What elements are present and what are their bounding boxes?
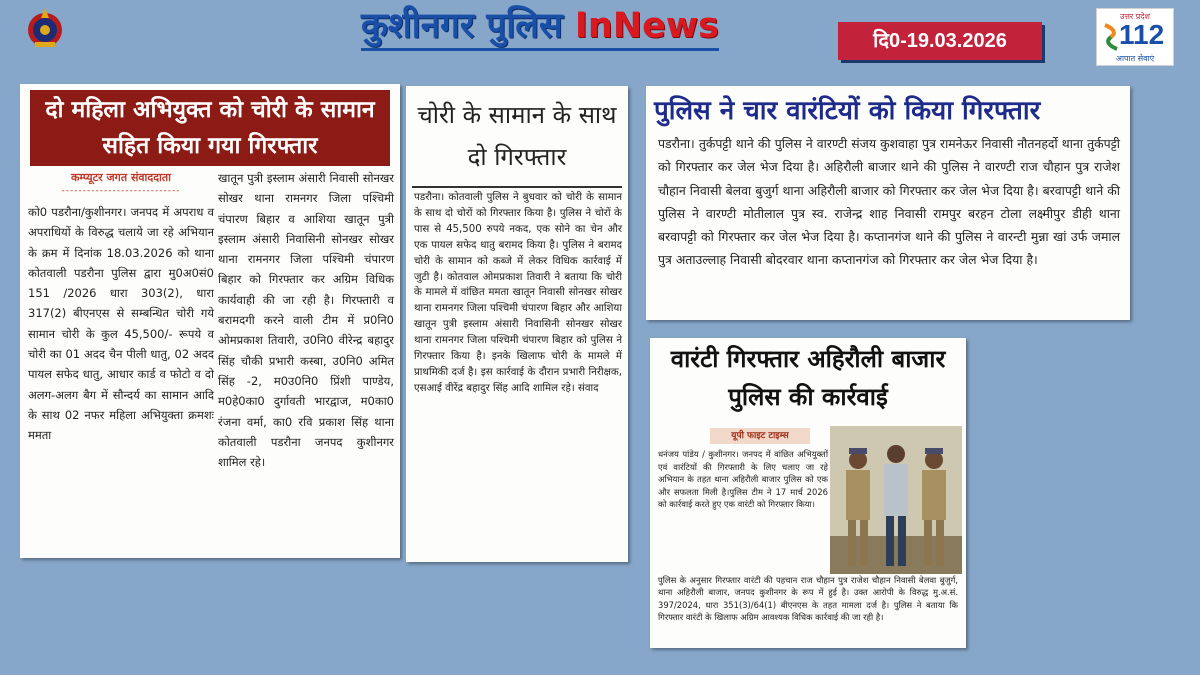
- news-clip-1: [20, 84, 400, 558]
- dial-112-logo: [1096, 8, 1174, 66]
- clip1-byline: कम्प्यूटर जगत संवाददाता: [70, 171, 172, 184]
- clip2-headline: चोरी के सामान के साथ दो गिरफ्तार: [417, 101, 617, 171]
- clip1-headline: दो महिला अभियुक्त को चोरी के सामान सहित किया गया गिरफ्तार: [30, 90, 390, 166]
- logo-112-bottom-text: आपात सेवाएं: [1115, 54, 1155, 63]
- title-innews: InNews: [574, 6, 720, 46]
- clip4-publication: यूपी फाइट टाइम्स: [710, 428, 810, 444]
- clip1-divider: ----------------------------: [61, 186, 181, 196]
- clip2-rule: [412, 186, 622, 188]
- news-clip-2: [406, 86, 628, 562]
- title-hindi: कुशीनगर पुलिस: [360, 6, 563, 46]
- news-clip-3: [646, 86, 1130, 320]
- arrest-photo: [830, 426, 962, 574]
- logo-112-top-text: उत्तर प्रदेश: [1120, 12, 1150, 21]
- clip4-headline: वारंटी गिरफ्तार अहिरौली बाजार पुलिस की कार्रवाई: [670, 345, 946, 411]
- date-badge: दि0-19.03.2026: [838, 22, 1042, 60]
- news-clip-4: [650, 338, 966, 648]
- logo-112-number: 112: [1119, 19, 1165, 50]
- clip2-body: पडरौना। कोतवाली पुलिस ने बुधवार को चोरी के सामान के साथ दो चोरों को गिरफ्तार किया है। पुलिस ने चोरों के पास से 45,500 रुपये नकद, एक सोने का चेन और एक पायल सफेद धातु बरामद किया है। पुलिस ने बरामद चोरी के सामान को कब्जे में लेकर विधिक कार्रवाई में जुटी है। कोतवाल ओमप्रकाश तिवारी ने बताया कि चोरी के मामले में वांछित ममता खातून निवासी सोनखर सोखर थाना रामनगर जिला पश्चिमी चंपारण बिहार और आशिया खातून पुत्री इस्लाम अंसारी निवासिनी सोनखर सोखर थाना रामनगर जिला पश्चिमी चंपारण बिहार को पुलिस ने गिरफ्तार किया है। इनके खिलाफ चोरी के मामले में प्राथमिकी दर्ज है। इस कार्रवाई के दौरान प्रभारी निरीक्षक, एसआई वीरेंद्र बहादुर सिंह आदि शामिल रहे। संवाद: [414, 192, 622, 394]
- clip1-column-a: को0 पडरौना/कुशीनगर। जनपद में अपराध व अपराधियों के विरुद्ध चलाये जा रहे अभियान के क्रम में दिनांक 18.03.2026 को थाना कोतवाली पडरौना पुलिस द्वारा मु0अ0सं0 151 /2026 धारा 303(2), धारा 317(2) बीएनएस से सम्बन्धित चोरी गये सामान चोरी के कुल 45,500/- रूपये व चोरी का 01 अदद चैन पीली धातु, 02 अदद पायल सफेद धातु, आधार कार्ड व फोटो व दो अलग-अलग बैग में सौन्दर्य का सामान आदि के साथ 02 नफर महिला अभियुक्ता क्रमशः ममता: [28, 205, 214, 443]
- clip4-body-top: धनंजय पांडेय / कुशीनगर। जनपद में वांछित अभियुक्तों एवं वारंटियों की गिरफ्तारी के लिए चलाए जा रहे अभियान के तहत थाना अहिरौली बाजार पुलिस को एक और सफलता मिली है।पुलिस टीम ने 17 मार्च 2026 को कार्रवाई करते हुए एक वारंटी को गिरफ्तार किया।: [658, 449, 828, 510]
- clip1-column-b: खातून पुत्री इस्लाम अंसारी निवासी सोनखर सोखर थाना रामनगर जिला पश्चिमी चंपारण बिहार व आशिया खातून पुत्री इस्लाम अंसारी निवासिनी सोनखर सोखर थाना रामनगर जिला पश्चिमी चंपारण बिहार को गिरफ्तार कर अग्रिम विधिक कार्यवाही की जा रही है। गिरफ्तारी व बरामदगी करने वाली टीम में प्र0नि0 ओमप्रकाश तिवारी, उ0नि0 वीरेन्द्र बहादुर सिंह चौकी प्रभारी कस्बा, उ0नि0 अमित सिंह -2, म0उ0नि0 प्रिंशी पाण्डेय, म0हे0का0 दुर्गावती भारद्वाज, म0का0 रंजना वर्मा, का0 रवि प्रकाश सिंह थाना कोतवाली पडरौना जनपद कुशीनगर शामिल रहे।: [218, 171, 394, 470]
- clip3-body: पडरौना। तुर्कपट्टी थाने की पुलिस ने वारण्टी संजय कुशवाहा पुत्र रामनेऊर निवासी नौतनहर्दो थाना तुर्कपट्टी को गिरफ्तार कर जेल भेज दिया है। अहिरौली बाजार थाने की पुलिस ने वारण्टी राज चौहान पुत्र राजेश चौहान निवासी बेलवा बुजुर्ग थाना अहिरौली बाजार को गिरफ्तार कर जेल भेज दिया है। बरवापट्टी थाने की पुलिस ने वारण्टी मोतीलाल पुत्र स्व. राजेन्द्र शाह निवासी रामपुर बरहन टोला लक्ष्मीपुर डीही थाना बरवापट्टी को गिरफ्तार कर जेल भेज दिया है। कप्तानगंज थाने की पुलिस ने वारन्टी मुन्ना खां उर्फ जमाल पुत्र अताउल्लाह निवासी बोदरवार थाना कप्तानगंज को गिरफ्तार कर जेल भेज दिया है।: [658, 136, 1120, 268]
- clip4-body-bottom: पुलिस के अनुसार गिरफ्तार वारंटी की पहचान राज चौहान पुत्र राजेश चौहान निवासी बेलवा बुजुर्ग, थाना अहिरौली बाजार, जनपद कुशीनगर के रूप में हुई है। उक्त आरोपी के विरुद्ध मु.अ.सं. 397/2024, धारा 351(3)/64(1) बीएनएस के तहत मामला दर्ज है। पुलिस ने बताया कि गिरफ्तार वारंटी के खिलाफ अग्रिम आवश्यक विधिक कार्रवाई की जा रही है।: [658, 575, 958, 623]
- clip3-headline: पुलिस ने चार वारंटियों को किया गिरफ्तार: [654, 96, 1041, 126]
